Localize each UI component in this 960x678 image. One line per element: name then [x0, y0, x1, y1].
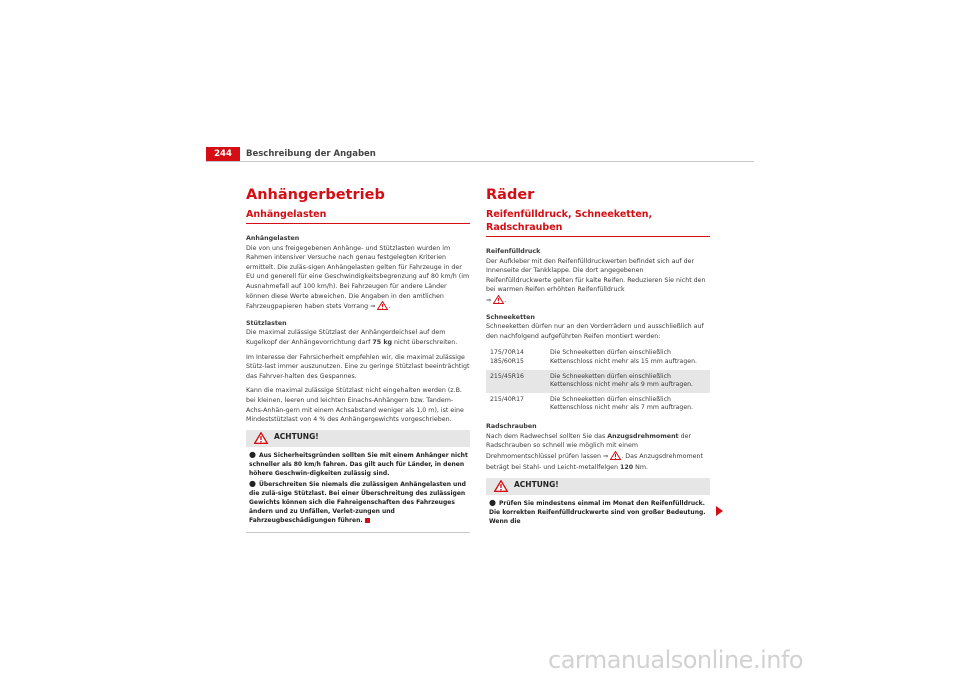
paragraph-text: Nach dem Radwechsel sollten Sie das — [486, 432, 608, 440]
paragraph — [486, 432, 710, 473]
paragraph: Die von uns freigegebenen Anhänge- und Stützlasten wurden im Rahmen intensiver Versuche nach genau festgelegten Kriterien ermittelt. Die zuläs-sigen Anhängelasten gelten für Fahrzeuge in der EU und generell für eine Geschwindigkeitsbegrenzung auf 80 km/h (im Ausnahmefall auf 100 km/h). Bei Fahrzeugen für andere Länder können diese Werte abweichen. Die Angaben in den amtlichen Fahrzeugpapieren haben stets Vorrang ⇒ . — [246, 244, 470, 314]
paragraph: Schneeketten dürfen nur an den Vorderrädern und ausschließlich auf den nachfolgend aufgeführten Reifen montiert werden: — [486, 323, 704, 340]
warning-item — [249, 480, 468, 526]
paragraph-title: Stützlasten — [246, 319, 287, 327]
warning-body — [486, 495, 710, 533]
paragraph-text: nicht überschreiten. — [392, 338, 458, 346]
arrow-symbol: ⇒ — [486, 296, 492, 304]
warning-triangle-icon[interactable] — [377, 301, 388, 314]
warning-body — [246, 447, 470, 532]
end-of-section-icon — [365, 518, 370, 523]
warning-title: ACHTUNG! — [274, 431, 319, 441]
warning-triangle-icon[interactable] — [610, 451, 621, 464]
table-cell-text: Die Schneeketten dürfen einschließlich Kettenschloss nicht mehr als 7 mm auftragen. — [550, 395, 694, 412]
paragraph: Der Aufkleber mit den Reifenfülldruckwerten befindet sich auf der Innenseite der Tankklappe. Die dort angegebenen Reifenfülldruckwerte gelten für kalte Reifen. Reduzieren Sie nicht den bei warmen Reifen erhöhten Reifenfülldruck ⇒ . — [486, 257, 710, 308]
warning-item-text: Prüfen Sie mindestens einmal im Monat den Reifenfülldruck. Die korrekten Reifenfülldruckwerte sind von großer Bedeutung. Wenn die — [489, 499, 706, 525]
bold-value: 120 — [619, 464, 634, 472]
right-column — [486, 186, 710, 533]
tyre-size: 175/70R14 185/60R15 — [490, 349, 524, 365]
left-column — [246, 186, 470, 533]
watermark: carmanualsonline.info — [548, 646, 804, 674]
warning-triangle-icon[interactable] — [493, 295, 504, 308]
table-cell-text: Die Schneeketten dürfen einschließlich Kettenschloss nicht mehr als 9 mm auftragen. — [548, 370, 710, 393]
warning-item — [249, 451, 468, 479]
table-row — [486, 370, 710, 393]
paragraph-text: der Radschrauben so schnell wie möglich mit einem Drehmomentschlüssel prüfen lassen ⇒ — [486, 432, 692, 460]
table-row — [486, 393, 710, 416]
page-number: 244 — [206, 147, 240, 162]
bullet-icon: ● — [249, 449, 256, 459]
warning-title: ACHTUNG! — [514, 479, 559, 489]
paragraph-title: Reifenfülldruck — [486, 248, 541, 255]
paragraph-title: Schneeketten — [486, 313, 535, 321]
page-header-title: Beschreibung der Angaben — [246, 149, 376, 159]
warning-box — [486, 478, 710, 533]
warning-item-text: Überschreiten Sie niemals die zulässigen Anhängelasten und die zulä-sige Stützlast. Bei einer Überschreitung des zulässigen Gewichts können sich die Fahreigenschaften des Fahrzeuges ändern und zu Unfällen, Verlet-zungen und Fahrzeugbeschädigungen führen. — [249, 481, 466, 525]
subheading-tyres: Reifenfülldruck, Schneeketten, Radschrauben — [486, 208, 710, 237]
header-divider — [206, 161, 754, 162]
warning-box — [246, 430, 470, 533]
bullet-icon: ● — [489, 497, 496, 507]
table-cell-size: 215/45R16 — [486, 370, 548, 393]
warning-item — [489, 499, 708, 527]
paragraph-title: Radschrauben — [486, 422, 537, 430]
bold-term: Anzugsdrehmoment — [607, 432, 679, 440]
warning-item-text: Aus Sicherheitsgründen sollten Sie mit einem Anhänger nicht schneller als 80 km/h fahren. Das gilt auch für Länder, in denen höhere Geschwin-digkeiten zulässig sind. — [249, 451, 468, 477]
paragraph — [246, 328, 470, 347]
paragraph-text: Die von uns freigegebenen Anhänge- und Stützlasten wurden im Rahmen intensiver Versuche nach genau festgelegten Kriterien ermittelt. Die zuläs-sigen Anhängelasten gelten für Fahrzeuge in der EU und generell für eine Geschwindigkeitsbegrenzung auf 80 km/h (im Ausnahmefall auf 100 km/h). Bei Fahrzeugen für andere Länder können diese Werte abweichen. Die Angaben in den amtlichen Fahrzeugpapieren haben stets Vorrang ⇒ — [246, 244, 470, 311]
table-row — [486, 346, 710, 369]
next-page-arrow-icon[interactable] — [716, 506, 723, 516]
snow-chain-table — [486, 346, 710, 416]
warning-triangle-icon — [254, 432, 268, 448]
table-cell-size: 215/40R17 — [490, 395, 524, 403]
paragraph-text: Die maximal zulässige Stützlast der Anhängerdeichsel auf dem Kugelkopf der Anhängevorrichtung darf — [246, 329, 446, 346]
bold-value: 75 kg — [372, 338, 393, 346]
table-cell-size — [486, 346, 548, 369]
paragraph: Im Interesse der Fahrsicherheit empfehlen wir, die maximal zulässige Stütz-last immer auszunutzen. Eine zu geringe Stützlast beeinträchtigt das Fahrver-halten des Gespannes. — [246, 353, 470, 380]
table-cell-text: Die Schneeketten dürfen einschließlich Kettenschloss nicht mehr als 15 mm auftragen. — [550, 349, 697, 365]
paragraph-text: . Das Anzugsdrehmoment beträgt bei Stahl- und Leicht-metallfelgen — [486, 452, 703, 472]
section-heading-wheels: Räder — [486, 187, 535, 203]
section-heading-trailer: Anhängerbetrieb — [246, 187, 385, 203]
warning-header — [486, 478, 710, 495]
paragraph-text: Nm. — [633, 464, 648, 472]
warning-header — [246, 430, 470, 447]
paragraph-title: Anhängelasten — [246, 235, 300, 242]
subheading-trailer-loads: Anhängelasten — [246, 208, 470, 224]
paragraph: Kann die maximal zulässige Stützlast nicht eingehalten werden (z.B. bei kleinen, leeren und leichten Einachs-Anhängern bzw. Tandem-Achs-Anhän-gern mit einem Achsabstand weniger als 1,0 m), ist eine Mindeststützlast von 4 % des Anhängergewichts vorgeschrieben. — [246, 387, 464, 424]
paragraph-text: Der Aufkleber mit den Reifenfülldruckwerten befindet sich auf der Innenseite der Tankklappe. Die dort angegebenen Reifenfülldruckwerte gelten für kalte Reifen. Reduzieren Sie nicht den bei warmen Reifen erhöhten Reifenfülldruck — [486, 257, 706, 294]
warning-triangle-icon — [494, 480, 508, 496]
bullet-icon: ● — [249, 479, 256, 489]
